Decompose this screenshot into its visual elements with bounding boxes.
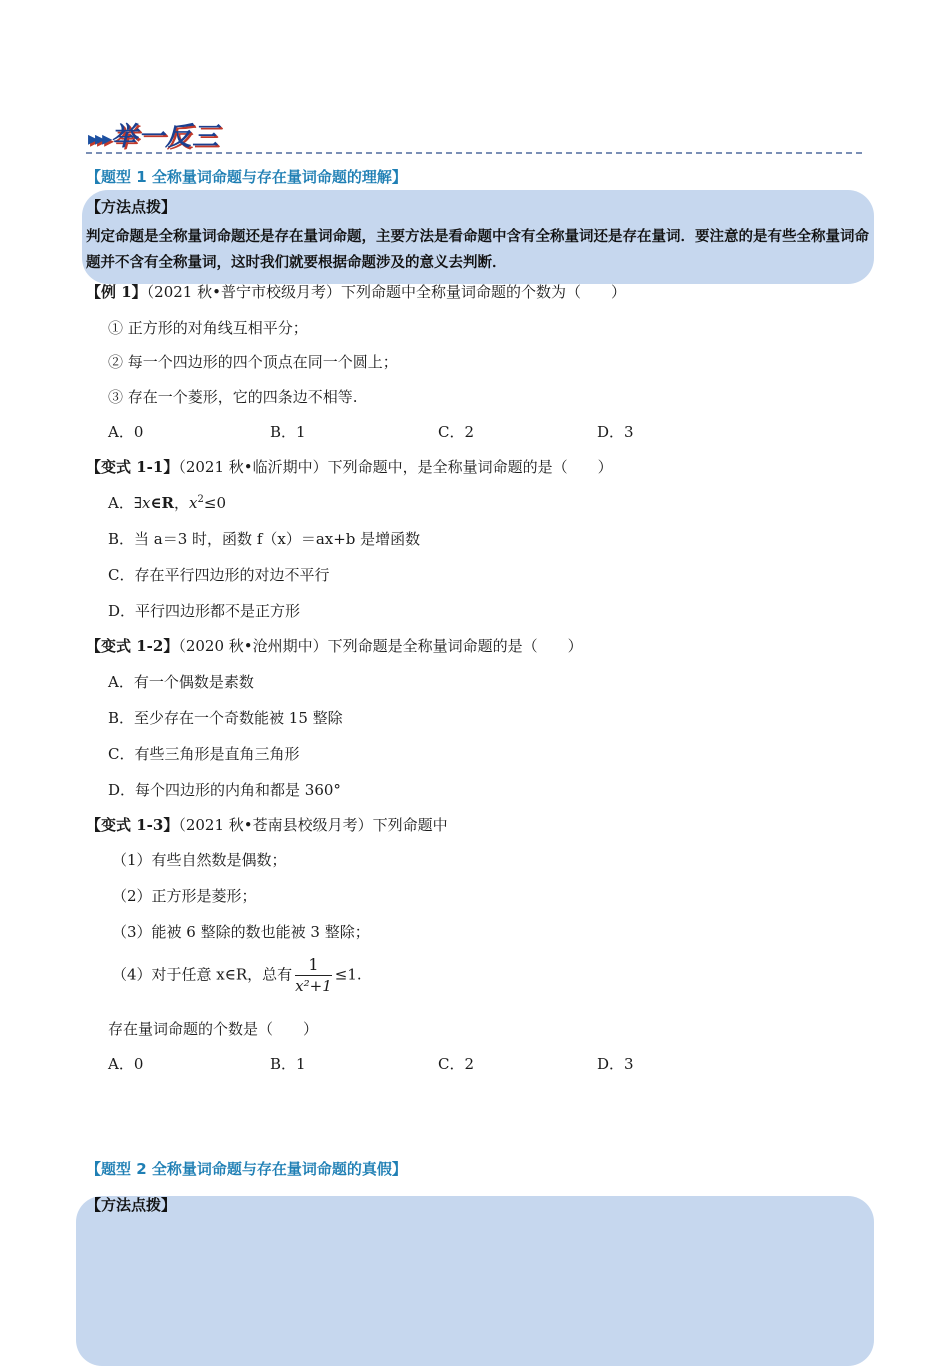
variant-1-3-item-4 bbox=[112, 955, 362, 996]
option-a-set: ∈R bbox=[150, 494, 175, 512]
variant-1-2-option-d: D．每个四边形的内角和都是 360° bbox=[108, 781, 341, 799]
example-1-option-c: C．2 bbox=[438, 423, 475, 441]
variant-1-3-tag: 【变式 1-3】 bbox=[86, 816, 179, 834]
dashed-divider bbox=[86, 152, 862, 154]
fraction bbox=[295, 955, 332, 996]
method-label-2: 【方法点拨】 bbox=[86, 1196, 177, 1214]
variant-1-3-option-a: A．0 bbox=[108, 1055, 144, 1073]
variant-1-2-stem bbox=[86, 635, 583, 656]
section-title-1: 【题型 1 全称量词命题与存在量词命题的理解】 bbox=[86, 168, 407, 186]
example-1-item-1: ① 正方形的对角线互相平分； bbox=[108, 319, 308, 337]
item-4-prefix: （4）对于任意 x∈R，总有 bbox=[112, 965, 293, 984]
option-a-exponent: 2 bbox=[197, 494, 204, 505]
variant-1-3-stem bbox=[86, 814, 448, 835]
variant-1-1-option-b: B．当 a＝3 时，函数 f（x）＝ax+b 是增函数 bbox=[108, 530, 421, 548]
variant-1-2-text: （2020 秋•沧州期中）下列命题是全称量词命题的是（ ） bbox=[178, 637, 583, 655]
example-1-option-d: D．3 bbox=[597, 423, 634, 441]
option-a-prefix: A．∃ bbox=[108, 494, 142, 512]
variant-1-3-item-3: （3）能被 6 整除的数也能被 3 整除； bbox=[112, 923, 370, 941]
example-1-tag: 【例 1】 bbox=[86, 283, 147, 301]
variant-1-1-text: （2021 秋•临沂期中）下列命题中，是全称量词命题的是（ ） bbox=[178, 458, 613, 476]
option-a-relation: ≤0 bbox=[203, 494, 227, 512]
logo-text: 举一反三 bbox=[111, 122, 220, 152]
section-title-2: 【题型 2 全称量词命题与存在量词命题的真假】 bbox=[86, 1160, 407, 1178]
variant-1-1-option-d: D．平行四边形都不是正方形 bbox=[108, 602, 301, 620]
example-1-item-3: ③ 存在一个菱形，它的四条边不相等. bbox=[108, 388, 358, 406]
variant-1-1-option-c: C．存在平行四边形的对边不平行 bbox=[108, 566, 330, 584]
example-1-option-a: A．0 bbox=[108, 423, 144, 441]
variant-1-1-tag: 【变式 1-1】 bbox=[86, 458, 179, 476]
method-label-1: 【方法点拨】 bbox=[86, 198, 177, 216]
variant-1-1-option-a bbox=[108, 492, 226, 513]
example-1-stem bbox=[86, 281, 626, 302]
option-a-sep: ， bbox=[174, 494, 190, 512]
variant-1-3-item-2: （2）正方形是菱形； bbox=[112, 887, 257, 905]
example-1-item-2: ② 每一个四边形的四个顶点在同一个圆上； bbox=[108, 353, 398, 371]
option-a-var: x bbox=[141, 494, 151, 512]
variant-1-2-option-c: C．有些三角形是直角三角形 bbox=[108, 745, 300, 763]
variant-1-3-option-c: C．2 bbox=[438, 1055, 475, 1073]
variant-1-2-option-b: B．至少存在一个奇数能被 15 整除 bbox=[108, 709, 343, 727]
variant-1-3-question: 存在量词命题的个数是（ ） bbox=[108, 1020, 319, 1038]
variant-1-2-option-a: A．有一个偶数是素数 bbox=[108, 673, 254, 691]
variant-1-2-tag: 【变式 1-2】 bbox=[86, 637, 179, 655]
example-1-option-b: B．1 bbox=[270, 423, 306, 441]
variant-1-1-stem bbox=[86, 456, 613, 477]
arrows-icon: ▸▸▸ bbox=[88, 126, 110, 150]
variant-1-3-option-b: B．1 bbox=[270, 1055, 306, 1073]
fraction-denominator: x²+1 bbox=[295, 977, 332, 995]
item-4-suffix: ≤1. bbox=[334, 965, 362, 984]
variant-1-3-option-d: D．3 bbox=[597, 1055, 634, 1073]
variant-1-3-item-1: （1）有些自然数是偶数； bbox=[112, 851, 287, 869]
example-1-text: （2021 秋•普宁市校级月考）下列命题中全称量词命题的个数为（ ） bbox=[146, 283, 626, 301]
fraction-numerator: 1 bbox=[295, 955, 332, 976]
option-a-x: x bbox=[189, 494, 198, 512]
method-text-1: 判定命题是全称量词命题还是存在量词命题，主要方法是看命题中含有全称量词还是存在量词．要注意的是有些全称量词命题并不含有全称量词，这时我们就要根据命题涉及的意义去判断． bbox=[86, 229, 869, 271]
section-logo bbox=[88, 116, 219, 153]
method-box-2 bbox=[76, 1196, 874, 1366]
variant-1-3-text: （2021 秋•苍南县校级月考）下列命题中 bbox=[178, 816, 448, 834]
